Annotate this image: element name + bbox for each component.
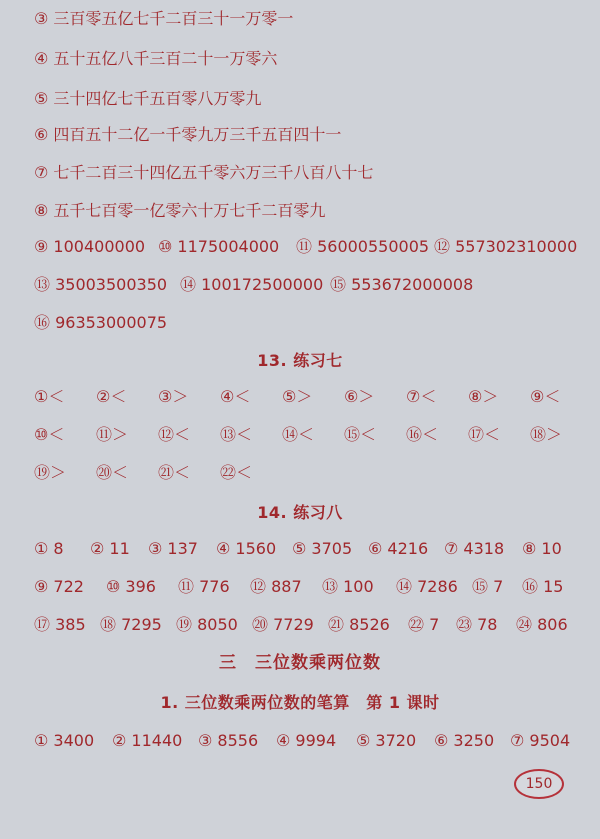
compare-answer: ⑱＞ — [530, 425, 563, 444]
calc-answer: ㉔ 806 — [516, 615, 568, 634]
unit-3-title: 三 三位数乘两位数 — [219, 653, 381, 673]
answer-number-12: ⑫ 557302310000 — [434, 237, 578, 256]
compare-answer: ⑲＞ — [34, 463, 67, 482]
lesson-title: 1. 三位数乘两位数的笔算 第 1 课时 — [160, 693, 440, 712]
calc-answer: ⑥ 4216 — [368, 539, 429, 558]
compare-answer: ④＜ — [220, 387, 251, 406]
answer-number-11: ⑪ 56000550005 — [296, 237, 430, 256]
answer-number-10: ⑩ 1175004000 — [158, 237, 280, 256]
calc-answer: ① 8 — [34, 539, 64, 558]
answer-number-15: ⑮ 553672000008 — [330, 275, 474, 294]
page-number: 150 — [514, 769, 564, 799]
compare-answer: ⑤＞ — [282, 387, 313, 406]
calc-answer: ⑦ 9504 — [510, 731, 571, 750]
calc-answer: ⑩ 396 — [106, 577, 156, 596]
compare-answer: ⑫＜ — [158, 425, 191, 444]
compare-answer: ③＞ — [158, 387, 189, 406]
calc-answer: ④ 9994 — [276, 731, 337, 750]
compare-answer: ⑥＞ — [344, 387, 375, 406]
calc-answer: ⑥ 3250 — [434, 731, 495, 750]
calc-answer: ⑤ 3720 — [356, 731, 417, 750]
compare-answer: ⑧＞ — [468, 387, 499, 406]
compare-answer: ㉒＜ — [220, 463, 253, 482]
calc-answer: ⑳ 7729 — [252, 615, 314, 634]
answer-number-16: ⑯ 96353000075 — [34, 313, 168, 332]
compare-answer: ②＜ — [96, 387, 127, 406]
answer-number-13: ⑬ 35003500350 — [34, 275, 168, 294]
answer-number-9: ⑨ 100400000 — [34, 237, 146, 256]
calc-answer: ⑯ 15 — [522, 577, 564, 596]
answer-word-4: ④ 五十五亿八千三百二十一万零六 — [34, 49, 278, 68]
calc-answer: ⑲ 8050 — [176, 615, 238, 634]
calc-answer: ④ 1560 — [216, 539, 277, 558]
calc-answer: ⑧ 10 — [522, 539, 562, 558]
section-14-title: 14. 练习八 — [257, 503, 343, 522]
compare-answer: ⑦＜ — [406, 387, 437, 406]
answer-word-7: ⑦ 七千二百三十四亿五千零六万三千八百八十七 — [34, 163, 374, 182]
calc-answer: ① 3400 — [34, 731, 95, 750]
compare-answer: ㉑＜ — [158, 463, 191, 482]
compare-answer: ⑯＜ — [406, 425, 439, 444]
compare-answer: ⑨＜ — [530, 387, 561, 406]
compare-answer: ⑭＜ — [282, 425, 315, 444]
calc-answer: ⑰ 385 — [34, 615, 86, 634]
calc-answer: ⑦ 4318 — [444, 539, 505, 558]
answer-word-3: ③ 三百零五亿七千二百三十一万零一 — [34, 9, 294, 28]
calc-answer: ⑨ 722 — [34, 577, 84, 596]
calc-answer: ③ 8556 — [198, 731, 259, 750]
compare-answer: ⑮＜ — [344, 425, 377, 444]
calc-answer: ② 11 — [90, 539, 130, 558]
calc-answer: ㉓ 78 — [456, 615, 498, 634]
section-13-title: 13. 练习七 — [257, 351, 343, 370]
calc-answer: ㉑ 8526 — [328, 615, 390, 634]
answer-word-8: ⑧ 五千七百零一亿零六十万七千二百零九 — [34, 201, 326, 220]
compare-answer: ①＜ — [34, 387, 65, 406]
compare-answer: ⑰＜ — [468, 425, 501, 444]
calc-answer: ⑱ 7295 — [100, 615, 162, 634]
calc-answer: ③ 137 — [148, 539, 198, 558]
compare-answer: ⑬＜ — [220, 425, 253, 444]
calc-answer: ⑬ 100 — [322, 577, 374, 596]
compare-answer: ⑳＜ — [96, 463, 129, 482]
calc-answer: ⑮ 7 — [472, 577, 504, 596]
compare-answer: ⑪＞ — [96, 425, 129, 444]
calc-answer: ㉒ 7 — [408, 615, 440, 634]
answer-word-6: ⑥ 四百五十二亿一千零九万三千五百四十一 — [34, 125, 342, 144]
calc-answer: ⑫ 887 — [250, 577, 302, 596]
compare-answer: ⑩＜ — [34, 425, 65, 444]
answer-word-5: ⑤ 三十四亿七千五百零八万零九 — [34, 89, 262, 108]
calc-answer: ⑤ 3705 — [292, 539, 353, 558]
calc-answer: ⑪ 776 — [178, 577, 230, 596]
answer-number-14: ⑭ 100172500000 — [180, 275, 324, 294]
calc-answer: ⑭ 7286 — [396, 577, 458, 596]
calc-answer: ② 11440 — [112, 731, 183, 750]
